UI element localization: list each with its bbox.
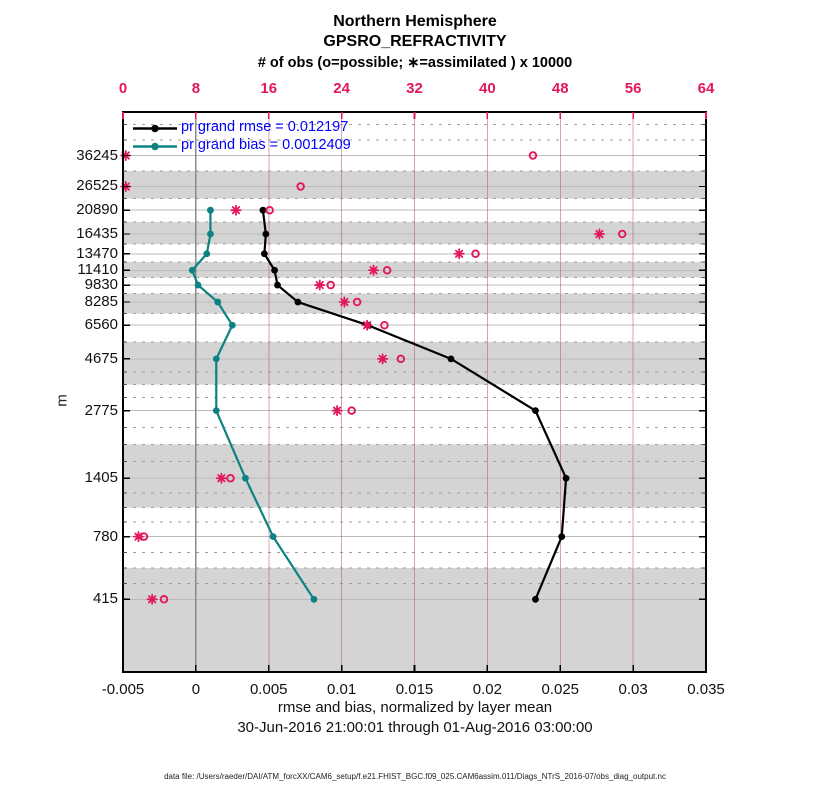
bottom-tick-label: -0.005 xyxy=(101,681,145,698)
bottom-tick-label: 0.01 xyxy=(327,681,357,698)
chart-title: Northern Hemisphere xyxy=(333,13,497,30)
y-tick-label: 6560 xyxy=(84,316,118,334)
legend-label-bias: pr grand bias = 0.0012409 xyxy=(181,137,351,153)
rmse-point xyxy=(271,267,278,274)
bottom-tick-label: 0.03 xyxy=(618,681,648,698)
obs-assimilated-marker xyxy=(595,229,604,238)
bias-point xyxy=(213,355,220,362)
rmse-point xyxy=(295,299,302,306)
obs-assimilated-marker xyxy=(363,321,372,330)
bottom-tick-label: 0.025 xyxy=(541,681,580,698)
bias-point xyxy=(270,533,277,540)
rmse-point xyxy=(558,533,565,540)
bias-point xyxy=(189,267,196,274)
rmse-point xyxy=(274,282,281,289)
obs-assimilated-marker xyxy=(231,206,240,215)
bias-point xyxy=(207,207,214,214)
bias-point xyxy=(214,299,221,306)
top-tick-label: 56 xyxy=(624,80,642,97)
bottom-tick-label: 0.005 xyxy=(249,681,288,698)
bottom-tick-label: 0.015 xyxy=(395,681,434,698)
top-tick-label: 32 xyxy=(406,80,423,97)
top-tick-label: 48 xyxy=(551,80,569,97)
legend-rmse-sample-marker xyxy=(151,125,158,132)
y-tick-label: 11410 xyxy=(77,261,118,279)
chart-subtitle: GPSRO_REFRACTIVITY xyxy=(323,33,507,50)
y-tick-label: 2775 xyxy=(84,401,118,419)
top-tick-label: 16 xyxy=(260,80,278,97)
y-tick-label: 36245 xyxy=(76,146,118,164)
top-axis-label: # of obs (o=possible; ∗=assimilated ) x 10000 xyxy=(257,55,573,71)
top-tick-label: 40 xyxy=(479,80,496,97)
bias-point xyxy=(203,250,210,257)
bias-point xyxy=(229,322,236,329)
legend-bias-sample-marker xyxy=(151,143,158,150)
obs-assimilated-marker xyxy=(315,280,324,289)
y-tick-label: 4675 xyxy=(84,349,118,367)
bias-point xyxy=(311,596,318,603)
y-tick-label: 20890 xyxy=(76,201,118,219)
bias-point xyxy=(207,231,214,238)
bottom-tick-label: 0.02 xyxy=(472,681,502,698)
obs-assimilated-marker xyxy=(134,532,143,541)
x-axis-label: rmse and bias, normalized by layer mean xyxy=(277,699,553,716)
obs-assimilated-marker xyxy=(148,595,157,604)
y-tick-label: 1405 xyxy=(84,469,118,487)
y-tick-label: 9830 xyxy=(84,276,118,294)
y-tick-label: 13470 xyxy=(76,244,118,262)
bias-point xyxy=(213,407,220,414)
top-tick-label: 0 xyxy=(118,80,128,97)
obs-assimilated-marker xyxy=(369,266,378,275)
bottom-tick-label: 0.035 xyxy=(687,681,725,698)
y-tick-label: 8285 xyxy=(84,293,118,311)
obs-assimilated-marker xyxy=(378,354,387,363)
rmse-point xyxy=(262,231,269,238)
y-tick-label: 780 xyxy=(92,527,118,545)
y-tick-label: 26525 xyxy=(76,177,118,195)
top-tick-label: 24 xyxy=(333,80,350,97)
rmse-point xyxy=(532,596,539,603)
obs-assimilated-marker xyxy=(340,297,349,306)
x-axis-date-range: 30-Jun-2016 21:00:01 through 01-Aug-2016 03:00:00 xyxy=(237,719,593,736)
y-axis-label: m xyxy=(53,394,71,407)
rmse-point xyxy=(261,250,268,257)
bias-point xyxy=(242,475,249,482)
rmse-point xyxy=(448,355,455,362)
obs-assimilated-marker xyxy=(332,406,341,415)
bottom-tick-label: 0 xyxy=(191,681,201,698)
y-tick-label: 415 xyxy=(92,590,118,608)
legend-label-rmse: pr grand rmse = 0.012197 xyxy=(181,119,349,135)
rmse-point xyxy=(260,207,267,214)
obs-assimilated-marker xyxy=(455,249,464,258)
rmse-point xyxy=(532,407,539,414)
bias-point xyxy=(195,282,202,289)
obs-assimilated-marker xyxy=(217,474,226,483)
top-tick-label: 8 xyxy=(191,80,201,97)
rmse-point xyxy=(563,475,570,482)
data-file-path: data file: /Users/raeder/DAI/ATM_forcXX/CAM6_setup/f.e21.FHIST_BGC.f09_025.CAM6assim.011/Diags_NTrS_2016-07/obs_diag_output.nc xyxy=(164,772,666,781)
y-tick-label: 16435 xyxy=(76,225,118,243)
top-tick-label: 64 xyxy=(697,80,715,97)
